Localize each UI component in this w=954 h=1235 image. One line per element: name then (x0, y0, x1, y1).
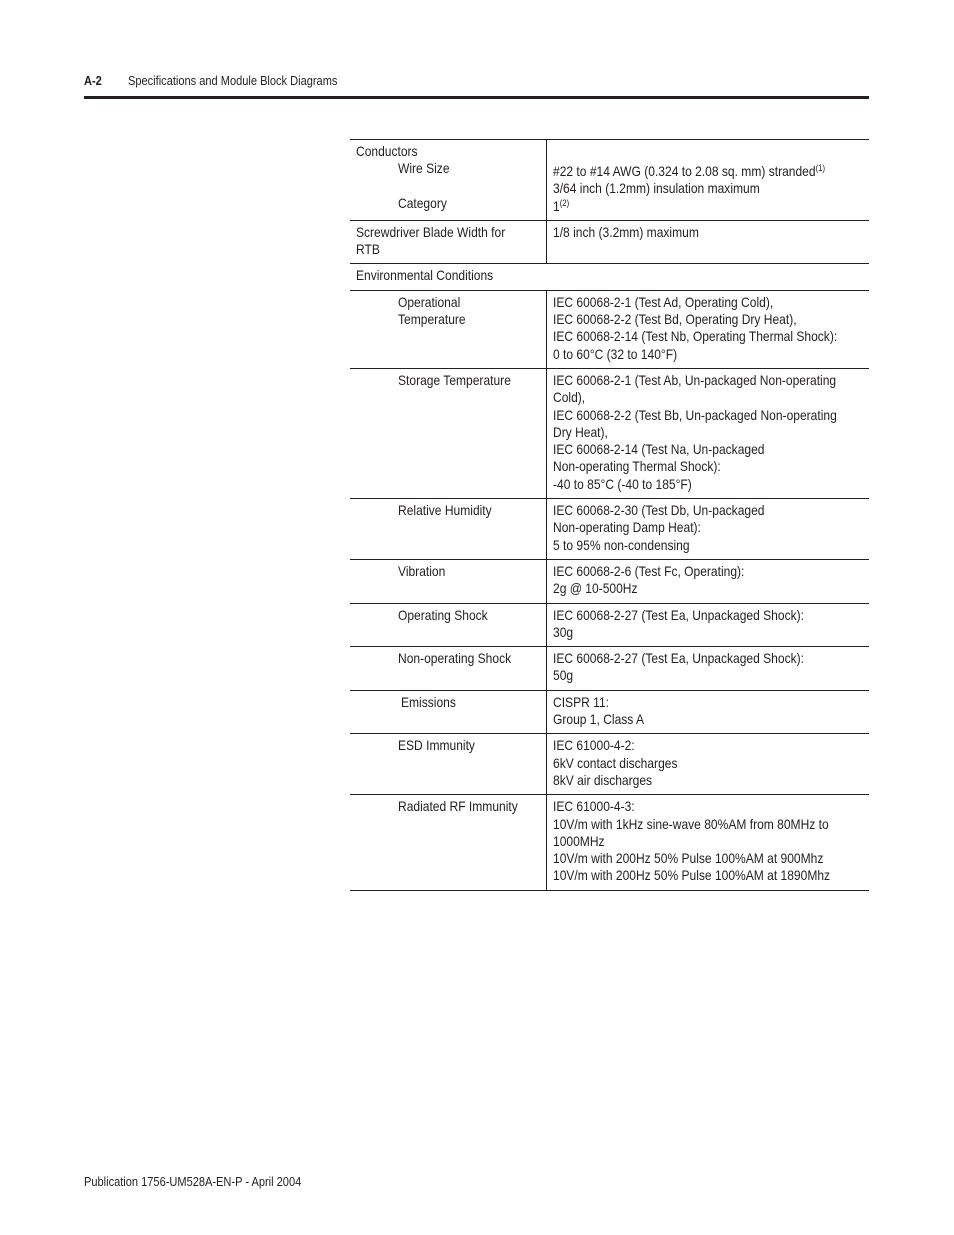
table-row-screwdriver (350, 220, 869, 264)
spec-value-line: 5 to 95% non-condensing (553, 536, 690, 553)
spec-value-line: 10V/m with 200Hz 50% Pulse 100%AM at 900Mhz (553, 850, 824, 867)
table-row (350, 690, 869, 734)
spec-value-cell (547, 647, 870, 691)
spec-label: Vibration (398, 562, 446, 579)
page-number: A-2 (84, 73, 102, 88)
screwdriver-value: 1/8 inch (3.2mm) maximum (553, 223, 699, 240)
spec-label-cell (350, 559, 547, 603)
spec-value-line: Cold), (553, 389, 586, 406)
spec-value-line: 0 to 60°C (32 to 140°F) (553, 345, 678, 362)
spec-value-line: IEC 60068-2-2 (Test Bb, Un-packaged Non-operating (553, 406, 837, 423)
spec-value-cell (547, 368, 870, 498)
spec-value-cell (547, 795, 870, 890)
spec-value-line: IEC 60068-2-30 (Test Db, Un-packaged (553, 502, 765, 519)
spec-value-line: 50g (553, 667, 574, 684)
spec-label: Temperature (398, 311, 466, 328)
spec-value-line: 1000MHz (553, 832, 605, 849)
table-row (350, 499, 869, 560)
spec-value-line: 10V/m with 1kHz sine-wave 80%AM from 80MHz to (553, 815, 829, 832)
spec-value-line: 10V/m with 200Hz 50% Pulse 100%AM at 1890Mhz (553, 867, 831, 884)
spec-value-cell (547, 290, 870, 368)
category-value: 1 (553, 197, 560, 214)
spec-value-cell (547, 499, 870, 560)
spec-value-line: 2g @ 10-500Hz (553, 580, 638, 597)
wire-size-footnote: (1) (815, 163, 826, 173)
screwdriver-label-line2: RTB (356, 241, 380, 258)
spec-value-line: IEC 61000-4-2: (553, 737, 635, 754)
spec-label: Emissions (401, 693, 456, 710)
spec-label-cell (350, 690, 547, 734)
spec-label-cell (350, 603, 547, 647)
spec-label-cell (350, 290, 547, 368)
specifications-table (350, 139, 869, 891)
screwdriver-value-cell (547, 220, 870, 264)
spec-label: Storage Temperature (398, 371, 511, 388)
wire-size-label: Wire Size (398, 160, 450, 177)
spec-value-cell (547, 603, 870, 647)
spec-label-cell (350, 368, 547, 498)
spec-label: Relative Humidity (398, 502, 492, 519)
spec-value-line: -40 to 85°C (-40 to 185°F) (553, 475, 692, 492)
category-footnote: (2) (559, 197, 570, 208)
spec-value-line: 6kV contact discharges (553, 754, 678, 771)
spec-value-line: 30g (553, 623, 574, 640)
header-rule (84, 96, 869, 99)
spec-value-line: IEC 60068-2-6 (Test Fc, Operating): (553, 562, 745, 579)
spec-value-line: CISPR 11: (553, 693, 609, 710)
spec-value-line: IEC 60068-2-27 (Test Ea, Unpackaged Shock): (553, 650, 804, 667)
spec-value-line: IEC 60068-2-27 (Test Ea, Unpackaged Shock): (553, 606, 804, 623)
spec-value-line: IEC 60068-2-1 (Test Ad, Operating Cold), (553, 293, 774, 310)
spec-value-cell (547, 559, 870, 603)
environmental-heading-cell (350, 264, 869, 290)
spec-label: Operational (398, 293, 461, 310)
table-row (350, 734, 869, 795)
table-row-environmental-heading (350, 264, 869, 290)
table-row (350, 368, 869, 498)
table-row (350, 603, 869, 647)
environmental-heading: Environmental Conditions (356, 267, 494, 284)
spec-value-line: IEC 60068-2-14 (Test Na, Un-packaged (553, 441, 765, 458)
screwdriver-label-line1: Screwdriver Blade Width for (356, 223, 506, 240)
spec-value-line: 8kV air discharges (553, 771, 653, 788)
spec-label: Operating Shock (398, 606, 488, 623)
table-row-conductors (350, 140, 869, 221)
insulation-value: 3/64 inch (1.2mm) insulation maximum (553, 180, 760, 197)
spec-value-line: Non-operating Thermal Shock): (553, 458, 721, 475)
spec-label-cell (350, 499, 547, 560)
spec-value-line: IEC 60068-2-1 (Test Ab, Un-packaged Non-operating (553, 371, 837, 388)
spec-value-line: IEC 60068-2-2 (Test Bd, Operating Dry Heat), (553, 311, 797, 328)
screwdriver-label-cell (350, 220, 547, 264)
wire-size-value: #22 to #14 AWG (0.324 to 2.08 sq. mm) stranded (553, 163, 816, 179)
spec-value-cell (547, 690, 870, 734)
spec-value-line: Dry Heat), (553, 423, 608, 440)
spec-label-cell (350, 795, 547, 890)
table-row (350, 290, 869, 368)
spec-value-line: IEC 60068-2-14 (Test Nb, Operating Thermal Shock): (553, 328, 838, 345)
spec-value-cell (547, 734, 870, 795)
spec-label-cell (350, 734, 547, 795)
spec-value-line: Non-operating Damp Heat): (553, 519, 701, 536)
conductors-value-cell (547, 140, 870, 221)
spec-value-line: IEC 61000-4-3: (553, 798, 635, 815)
spec-label: Non-operating Shock (398, 650, 512, 667)
section-title: Specifications and Module Block Diagrams (128, 73, 338, 88)
table-row (350, 795, 869, 890)
spec-label: ESD Immunity (398, 737, 475, 754)
spec-label-cell (350, 647, 547, 691)
footer-publication: Publication 1756-UM528A-EN-P - April 2004 (84, 1174, 302, 1189)
category-label: Category (398, 194, 447, 211)
spec-value-line: Group 1, Class A (553, 711, 645, 728)
conductors-label-cell (350, 140, 547, 221)
spec-label: Radiated RF Immunity (398, 798, 518, 815)
table-row (350, 647, 869, 691)
table-row (350, 559, 869, 603)
conductors-label: Conductors (356, 143, 418, 159)
